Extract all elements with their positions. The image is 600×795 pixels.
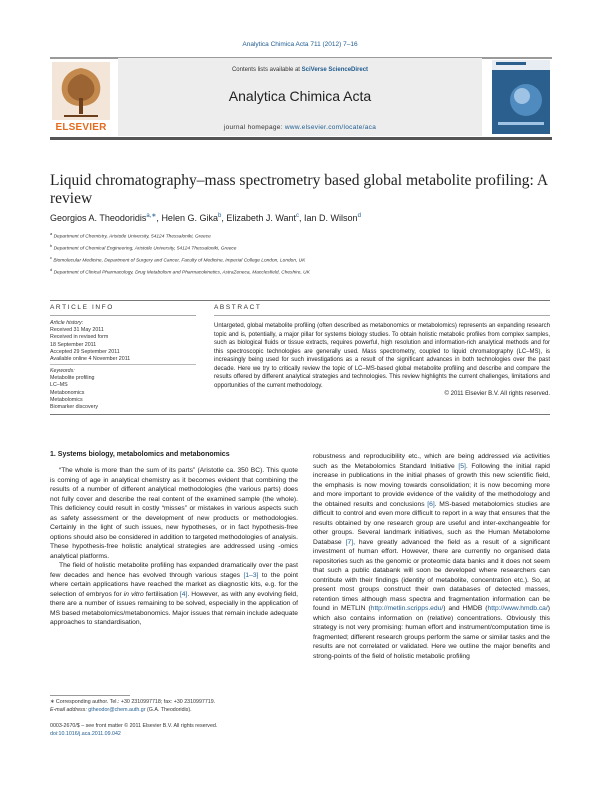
doi-link[interactable]: doi:10.1016/j.aca.2011.09.042 [50,730,121,737]
section-rule-bottom [50,414,550,415]
body-text: , have greatly advanced the field as a result of a significant investment of human effort. However, there are currently no organised data repositories such as the genomic or proteomic data banks and it does not seem that such a public databank will soon be developed where researchers can contribute with their findings (identity of metabolite, concentration etc.). So, at present most groups construct their own databases of detected masses, retention times although mass spectra and fragmentation information can be found in METLIN ( [313,538,551,612]
affiliation [50,230,550,242]
journal-title: Analytica Chimica Acta [228,88,372,104]
body-italic: in vitro [123,590,144,598]
reference-link[interactable]: [1–3] [243,571,259,579]
metlin-url-link[interactable]: http://metlin.scripps.edu/ [370,605,444,612]
keyword-item: Metabolite profiling [50,375,95,382]
affiliation-mark: a [50,231,53,236]
author-name: Georgios A. Theodoridis [50,213,147,223]
reference-link[interactable]: [6] [427,500,435,508]
keyword-item: LC–MS [50,382,68,389]
keyword-item: Biomarker discovery [50,404,98,411]
email-link[interactable]: gtheodor@chem.auth.gr [88,706,146,713]
abstract-rule [214,315,550,316]
reference-link[interactable]: [4] [179,590,188,598]
article-title: Liquid chromatography–mass spectrometry based global metabolite profiling: A review [50,172,548,207]
footnote-rule [50,695,130,696]
reference-link[interactable]: [5] [458,462,466,470]
keyword-item: Metabonomics [50,389,85,396]
affiliation [50,254,550,266]
body-text: ) which also contains information on (relative) concentrations. Obviously this strategy is not very promising: human effort and instrument/computation time is fragmented; different research groups perform the same or similar tasks and the results are not correlated or validated. Here we outline the major benefits and strong-points of the field of holistic metabolic profiling [313,605,550,660]
body-right-column [313,452,550,661]
journal-homepage [118,124,482,131]
abstract-copyright: © 2011 Elsevier B.V. All rights reserved. [444,391,550,397]
body-paragraph: “The whole is more than the sum of its parts” (Aristotle ca. 350 BC). This quote is coming of age in analytical chemistry as it becomes evident that combining the results of a number of different analytical methodologies (the various parts) does not fully cover and describe the real content of the examined sample (the whole). This deficiency could result in costly “misses” or mistakes in various aspects such as safety assessment or the development of new products or methodologies. Certainly in the light of such issues, new hypotheses, or in fact hypothesis-free options should also be considered in addition to targeted methodologies of analysis. These hypothesis-free holistic analytical strategies are addressed using -omics analytical platforms. [50,467,298,560]
journal-cover-image [492,60,550,134]
body-text: The field of holistic metabolite profiling has expanded dramatically over the past few decades and hence has evolved through various stages [50,562,298,579]
keyword-item: Metabolomics [50,396,83,403]
footnote [50,699,298,714]
homepage-link[interactable]: www.elsevier.com/locate/aca [284,124,377,131]
body-text: fertilisation [145,590,178,598]
author-affil-mark[interactable]: d [357,213,361,219]
affiliation-mark: b [50,243,53,248]
article-history [50,320,200,363]
email-label: E-mail address: [50,706,87,713]
affiliations [50,230,550,278]
history-item: Available online 4 November 2011 [50,356,131,363]
history-item: Received in revised form [50,334,109,341]
section-heading: 1. Systems biology, metabolomics and metabonomics [50,451,230,458]
email-line [50,707,298,715]
info-divider [50,364,196,365]
affiliation-text: Department of Chemical Engineering, Aristotle University, 54124 Thessaloniki, Greece [53,246,237,252]
history-label: Article history: [50,320,84,326]
body-text: . However, as with any evolving field, there are a number of issues remaining to be solved, especially in the application of MS based metabolomics/metabonomics. Major issues that remain include adequate approaches to standardisation, [50,590,299,626]
reference-link[interactable]: [7] [345,538,354,546]
body-text: robustness and reproducibility etc., which are being addressed [313,453,509,460]
corresponding-author: ∗ Corresponding author. Tel.: +30 2310997718; fax: +30 2310997719. [50,699,216,705]
author-name: Ian D. Wilson [304,213,358,223]
body-italic: via [512,453,521,460]
body-paragraph [50,561,298,628]
body-text: . MS-based metabolomics studies are difficult to control and even more difficult to report in a way that ensures that the results obtained by one research group are useful and inter-exchangeable for other groups. Several landmark initiatives, such as the Human Metabolome Database [313,500,551,546]
contents-line [118,67,482,73]
body-text: activities such as the Metabolomics Standard Initiative [313,453,550,470]
section-rule [50,300,550,301]
email-suffix: (G.A. Theodoridis). [146,706,192,713]
affiliation-mark: d [50,267,53,272]
homepage-prefix: journal homepage: [223,124,283,131]
affiliation-text: Department of Chemistry, Aristotle University, 54124 Thessaloniki, Greece [53,234,211,240]
article-info-heading: ARTICLE INFO [50,304,114,311]
affiliation [50,242,550,254]
author-list: Georgios A. Theodoridis$^{a,∗}$, Helen G. Gika$^b$, Elizabeth J. Want$^c$, Ian D. Wilson$^d$ [50,213,361,223]
body-paragraph [313,452,550,661]
affiliation-text: Department of Clinical Pharmacology, Drug Metabolism and Pharmacokinetics, AstraZeneca, Macclesfield, Cheshire, UK [53,270,310,276]
body-left-column [50,466,298,628]
author-name: Elizabeth J. Want [226,213,297,223]
body-text: ) and HMDB ( [443,605,488,612]
abstract-heading: ABSTRACT [214,304,262,311]
author-affil-mark[interactable]: c [296,213,300,219]
hmdb-url-link[interactable]: http://www.hmdb.ca/ [487,605,548,612]
author-name: Helen G. Gika [161,213,218,223]
keywords-label: Keywords: [50,368,75,374]
body-text: to the point where certain applications have reached the market as diagnostic kits, e.g. for the selection of embryos for [50,571,299,598]
history-item: 18 September 2011 [50,341,97,348]
history-item: Received 31 May 2011 [50,327,104,334]
affiliation-text: Biomolecular Medicine, Department of Surgery and Cancer, Faculty of Medicine, Imperial College London, London, UK [53,258,306,264]
contents-prefix: Contents lists available at [231,67,300,73]
affiliation [50,266,550,278]
info-rule [50,315,196,316]
author-affil-mark[interactable]: a,∗ [146,213,157,219]
keywords [50,368,200,411]
body-text: . Following the initial rapid increase in publications in the initial phases of growth this new scientific field, the emphasis is now moving towards consolidation; it is now becoming more and more important to provide evidence of the validity of the methodology and the obtained results and conclusions [313,462,551,508]
issn-block [50,723,350,738]
abstract-text: Untargeted, global metabolite profiling (often described as metabonomics or metabolomics) represents an expanding research topic and is, potentially, a major pillar for systems biology studies. To obtain holistic metabolic profiles from complex samples, such as biological fluids or tissue extracts, requires powerful, high resolution and information-rich analytical methods and for this spectroscopic technologies are generally used. Mass spectrometry, coupled to liquid chromatography (LC–MS), is increasingly being used for such investigations as a result of the significant advances in both technologies over the past decade. Here we try to critically review the topic of LC–MS-based global metabolite profiling and describe and compare the results offered by different analytical strategies and technologies. This review highlights the current challenges, limitations and opportunities of the current methodology. [214,323,550,389]
issn-line: 0003-2670/$ – see front matter © 2011 Elsevier B.V. All rights reserved. [50,723,218,729]
affiliation-mark: c [50,255,52,260]
journal-citation[interactable]: Analytica Chimica Acta 711 (2012) 7–16 [242,41,358,48]
history-item: Accepted 29 September 2011 [50,348,120,355]
sciencedirect-link[interactable]: SciVerse ScienceDirect [301,67,369,73]
author-affil-mark[interactable]: b [217,213,222,219]
publisher-logo-text: ELSEVIER [55,122,107,133]
header-bottom-rule [50,137,552,140]
